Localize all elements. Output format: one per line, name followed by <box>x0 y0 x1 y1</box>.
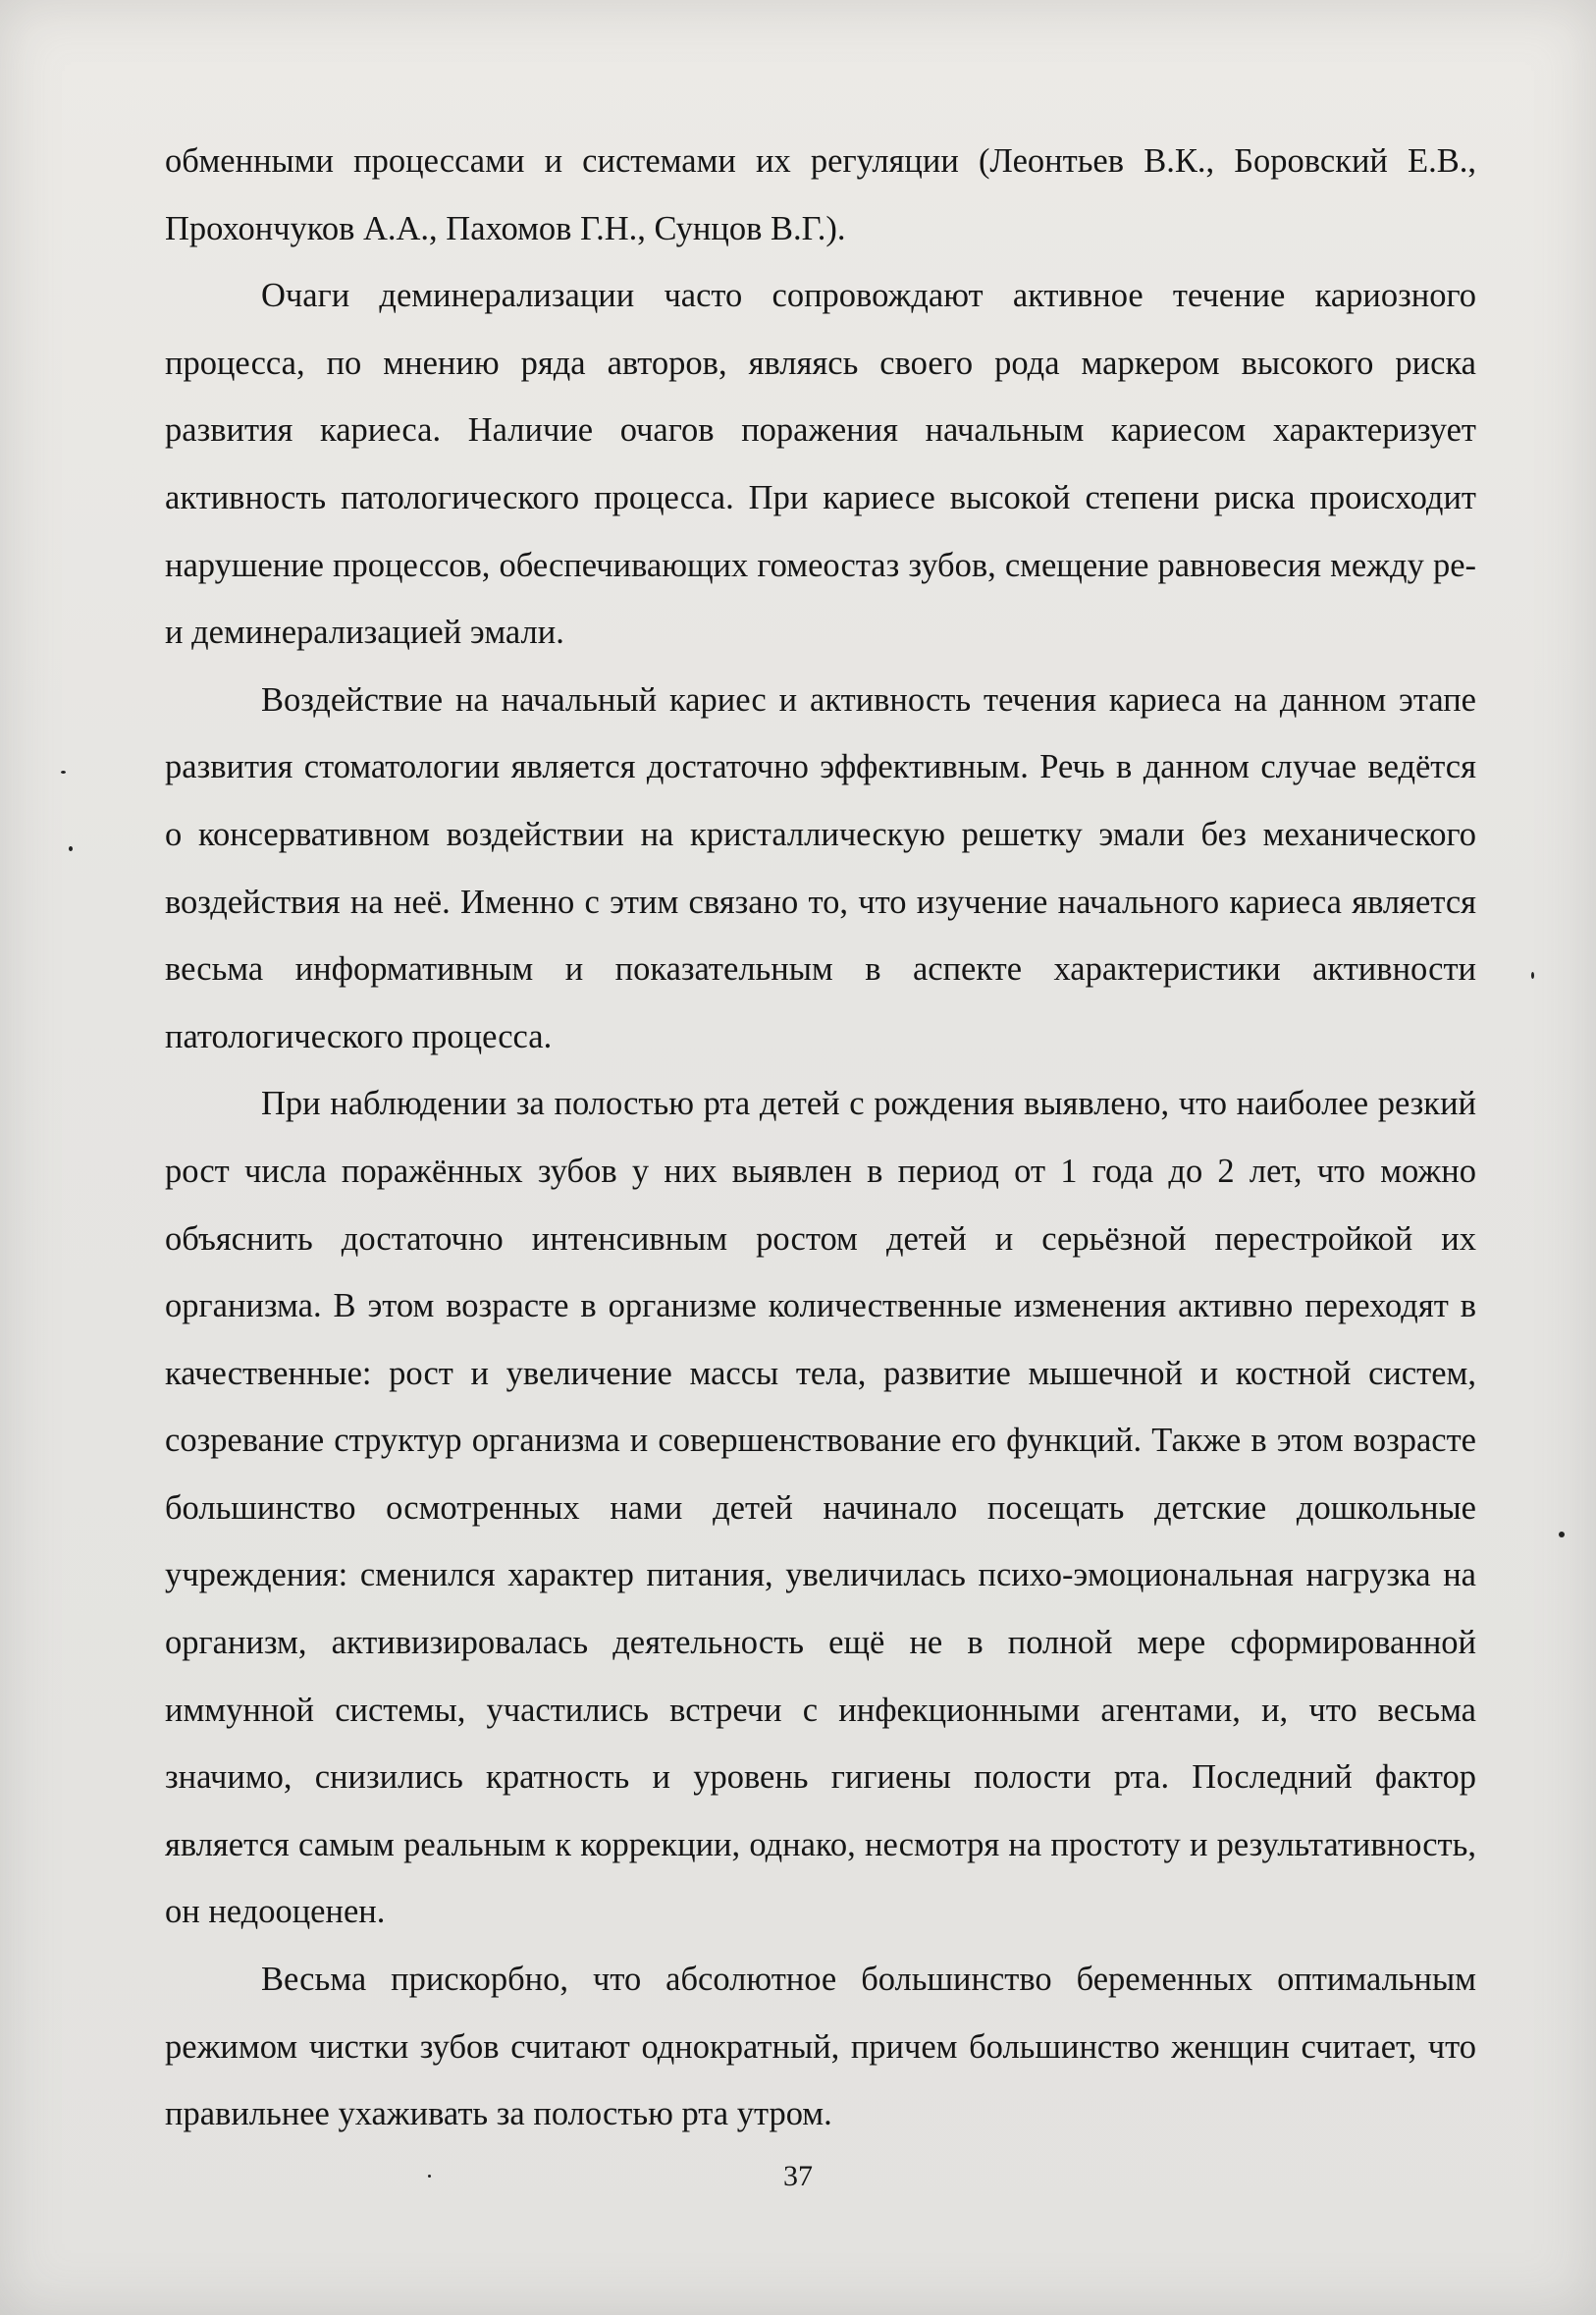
page-number: 37 <box>783 2160 813 2192</box>
scan-speck <box>1559 1532 1565 1537</box>
body-text <box>165 128 1476 2148</box>
paragraph-continuation: обменными процессами и системами их регуляции (Леонтьев В.К., Боровский Е.В., Прохончуков А.А., Пахомов Г.Н., Сунцов В.Г.). <box>165 142 1476 247</box>
paragraph-demineralization: Очаги деминерализации часто сопровождают активное течение кариозного процесса, по мнению ряда авторов, являясь своего рода маркером высокого риска развития кариеса. Наличие очагов поражения начальным кариесом характеризует активность патологического процесса. При кариесе высокой степени риска происходит нарушение процессов, обеспечивающих гомеостаз зубов, смещение равновесия между ре- и деминерализацией эмали. <box>165 277 1476 652</box>
paragraph-initial-caries: Воздействие на начальный кариес и активность течения кариеса на данном этапе развития стоматологии является достаточно эффективным. Речь в данном случае ведётся о консервативном воздействии на кристаллическую решетку эмали без механического воздействия на неё. Именно с этим связано то, что изучение начального кариеса является весьма информативным и показательным в аспекте характеристики активности патологического процесса. <box>165 680 1476 1055</box>
scan-speck <box>428 2175 431 2178</box>
paragraph-pregnant-women: Весьма прискорбно, что абсолютное большинство беременных оптимальным режимом чистки зубов считают однократный, причем большинство женщин считает, что правильнее ухаживать за полостью рта утром. <box>165 1961 1476 2133</box>
scan-speck <box>61 771 66 774</box>
scan-speck <box>1531 972 1534 979</box>
paragraph-observation: При наблюдении за полостью рта детей с рождения выявлено, что наиболее резкий рост числа поражённых зубов у них выявлен в период от 1 года до 2 лет, что можно объяснить достаточно интенсивным ростом детей и серьёзной перестройкой их организма. В этом возрасте в организме количественные изменения активно переходят в качественные: рост и увеличение массы тела, развитие мышечной и костной систем, созревание структур организма и совершенствование его функций. Также в этом возрасте большинство осмотренных нами детей начинало посещать детские дошкольные учреждения: сменился характер питания, увеличилась психо-эмоциональная нагрузка на организм, активизировалась деятельность ещё не в полной мере сформированной иммунной системы, участились встречи с инфекционными агентами, и, что весьма значимо, снизились кратность и уровень гигиены полости рта. Последний фактор является самым реальным к коррекции, однако, несмотря на простоту и результативность, он недооценен. <box>165 1085 1476 1931</box>
scan-speck <box>69 846 73 851</box>
